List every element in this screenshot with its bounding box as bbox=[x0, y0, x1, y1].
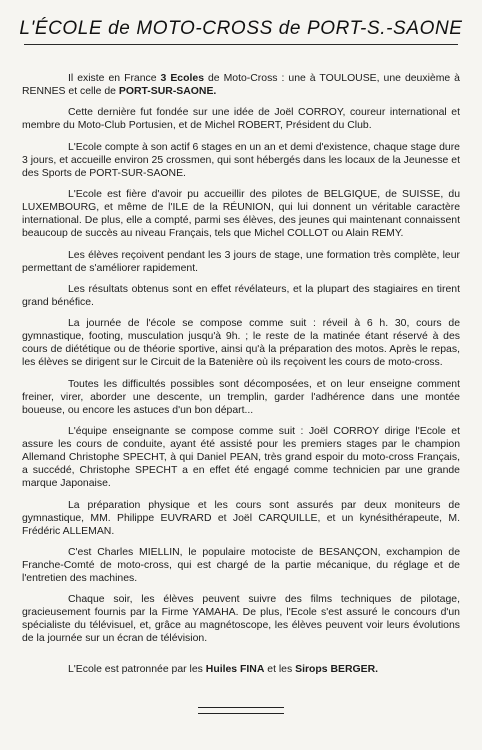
title-underline bbox=[24, 44, 458, 45]
paragraph-international: L'Ecole est fière d'avoir pu accueillir des pilotes de BELGIQUE, de SUISSE, du LUXEMBOURG, et même de l'ILE de la RÉUNION, qui lui donnent un véritable caractère international. De plus, elle a compté, parmi ses élèves, des jeunes qui maintenant connaissent beaucoup de succès au niveau Français, tels que Michel COLLOT ou Alain REMY. bbox=[22, 189, 460, 240]
bold-text: PORT-SUR-SAONE. bbox=[118, 86, 217, 97]
end-divider bbox=[198, 707, 284, 714]
paragraph-sponsors bbox=[22, 663, 460, 676]
paragraph-teaching-team: L'équipe enseignante se compose comme suit : Joël CORROY dirige l'Ecole et assure les cours de conduite, ayant été assisté pour les premiers stages par le champion Allemand Christophe SPECHT, à qui Daniel PEAN, très grand espoir du moto-cross Français, a succédé, Christophe SPECHT a en effet été engagé comme technicien par une grande marque Japonaise. bbox=[22, 426, 460, 490]
paragraph-results: Les résultats obtenus sont en effet révélateurs, et la plupart des stagiaires en tirent grand bénéfice. bbox=[22, 283, 460, 308]
text-span: Il existe en France bbox=[68, 73, 161, 84]
paragraph-stages: L'Ecole compte à son actif 6 stages en un an et demi d'existence, chaque stage dure 3 jours, et accueille environ 25 crossmen, qui sont hébergés dans les locaux de la Jeunesse et des Sports de PORT-SUR-SAONE. bbox=[22, 141, 460, 179]
article-body bbox=[22, 72, 460, 685]
text-span: de Moto-Cross : une à TOULOUSE, une deuxième à RENNES et celle de bbox=[22, 73, 460, 97]
paragraph-evening-films: Chaque soir, les élèves peuvent suivre des films techniques de pilotage, gracieusement fournis par la Firme YAMAHA. De plus, l'Ecole s'est assuré le concours d'un spécialiste du télévisuel, et, grâce au magnétoscope, les élèves peuvent voir leurs évolutions de la journée sur un écran de télévision. bbox=[22, 594, 460, 645]
paragraph-schools bbox=[22, 72, 460, 98]
page-title: L'ÉCOLE de MOTO-CROSS de PORT-S.-SAONE bbox=[19, 18, 463, 39]
text-span: et les bbox=[264, 664, 296, 676]
paragraph-mechanics: C'est Charles MIELLIN, le populaire motociste de BESANÇON, exchampion de Franche-Comté de moto-cross, qui est chargé de la partie mécanique, du réglage et de l'entretien des machines. bbox=[22, 546, 460, 584]
bold-text: 3 Ecoles bbox=[160, 73, 204, 84]
paragraph-founders: Cette dernière fut fondée sur une idée de Joël CORROY, coureur international et membre du Moto-Club Portusien, et de Michel ROBERT, Président du Club. bbox=[22, 107, 460, 132]
paragraph-training: Les élèves reçoivent pendant les 3 jours de stage, une formation très complète, leur permettant de s'améliorer rapidement. bbox=[22, 249, 460, 274]
bold-text: Sirops BERGER. bbox=[295, 664, 379, 676]
paragraph-physical-prep: La préparation physique et les cours sont assurés par deux moniteurs de gymnastique, MM. Philippe EUVRARD et Joël CARQUILLE, et un kynésithérapeute, M. Frédéric ALLEMAN. bbox=[22, 499, 460, 537]
bold-text: Huiles FINA bbox=[205, 664, 265, 676]
text-span: L'Ecole est patronnée par les bbox=[68, 664, 206, 676]
paragraph-daily-schedule: La journée de l'école se compose comme suit : réveil à 6 h. 30, cours de gymnastique, footing, musculation jusqu'à 9h. ; le reste de la matinée étant réservé à des cours de diététique ou de théorie sportive, ainsi qu'à la préparation des motos. Après le repas, les élèves se dirigent sur le Circuit de la Batenière où ils reçoivent les cours de moto-cross. bbox=[22, 318, 460, 369]
paragraph-difficulties: Toutes les difficultés possibles sont décomposées, et on leur enseigne comment freiner, virer, aborder une descente, un tremplin, garder l'adhérence dans une montée boueuse, ou encore les astuces d'un bon départ... bbox=[22, 378, 460, 416]
